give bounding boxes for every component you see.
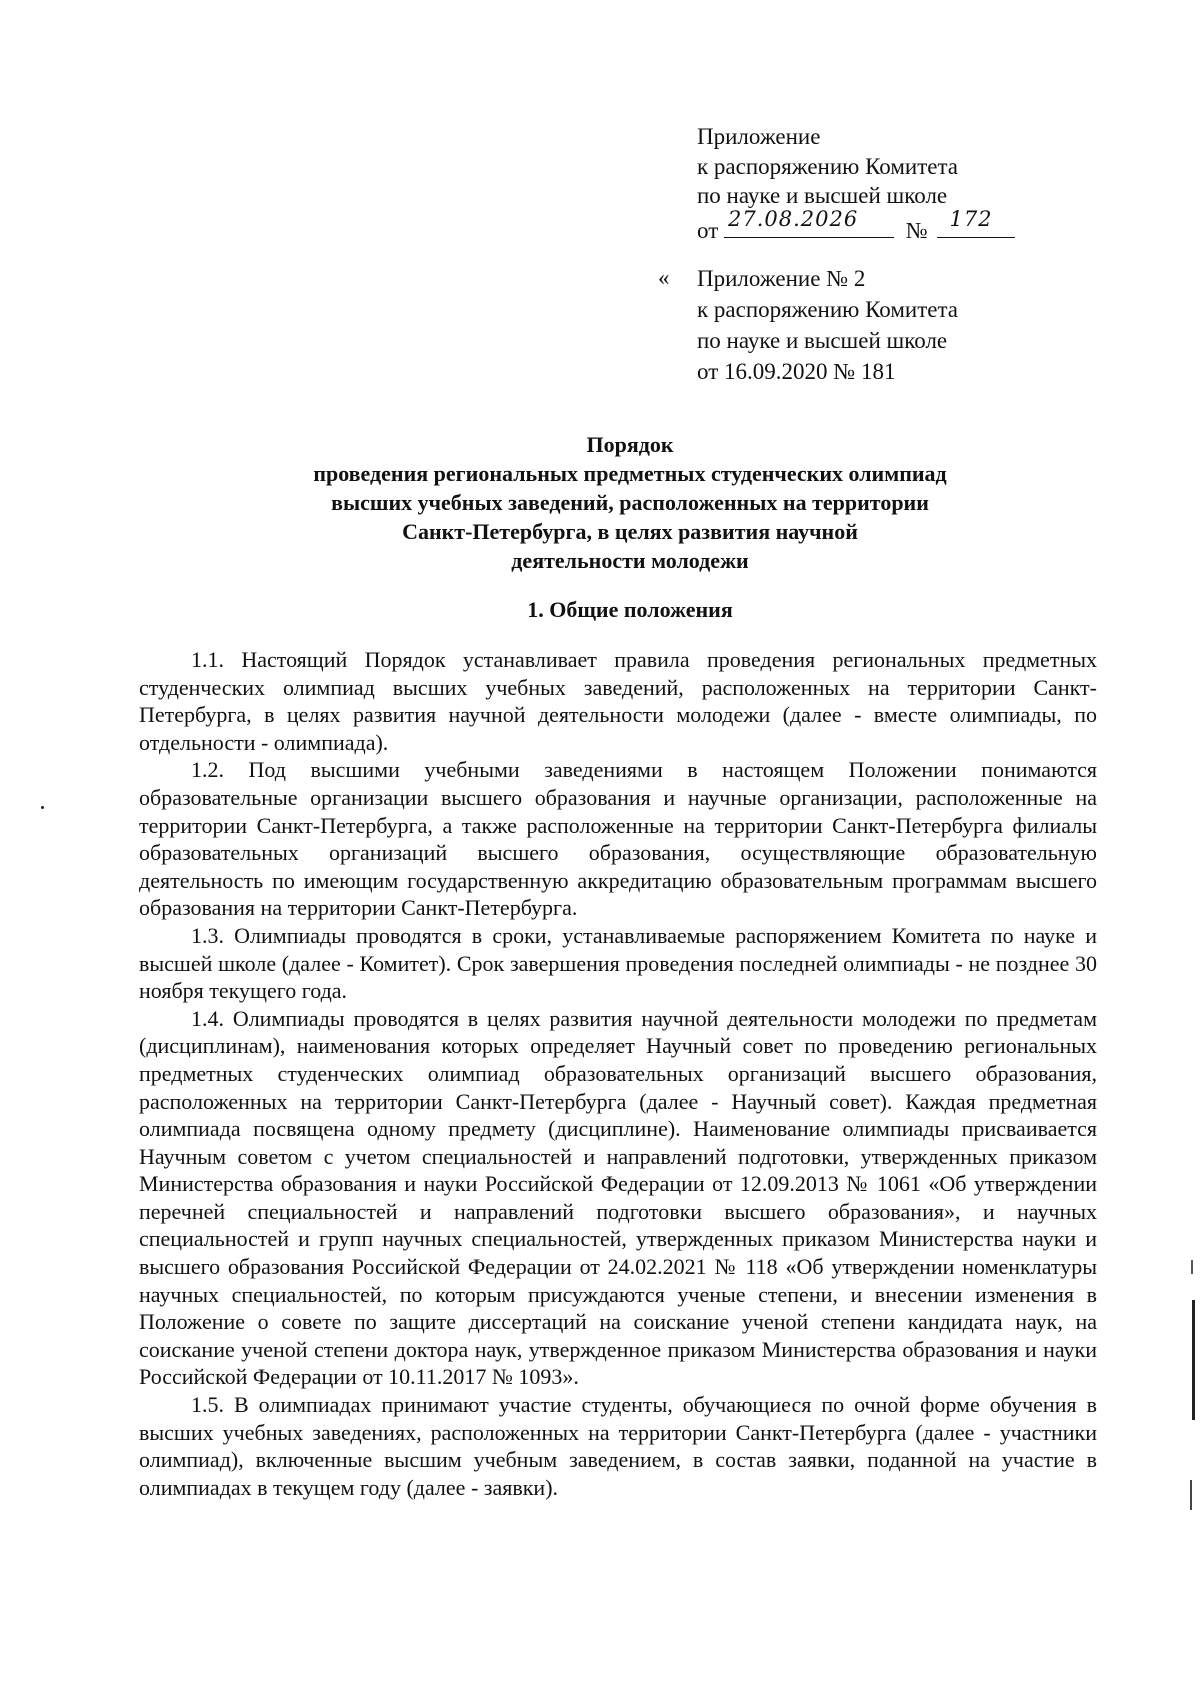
paragraph: 1.2. Под высшими учебными заведениями в настоящем Положении понимаются образовательные организации высшего образования и научные организации, расположенные на территории Санкт-Петербурга, а также расположенные на территории Санкт-Петербурга филиалы образовательных организаций высшего образования, осуществляющие образовательную деятельность по имеющим государственную аккредитацию образовательным программам высшего образования на территории Санкт-Петербурга. — [139, 757, 1097, 921]
title-line: проведения региональных предметных студенческих олимпиад — [313, 461, 947, 486]
title-line: Санкт-Петербурга, в целях развития научной — [402, 519, 858, 544]
paragraph: 1.3. Олимпиады проводятся в сроки, устанавливаемые распоряжением Комитета по науке и высшей школе (далее - Комитет). Срок завершения проведения последней олимпиады - не позднее 30 ноября текущего года. — [139, 922, 1097, 1004]
scan-edge-mark — [1190, 1480, 1192, 1510]
appendix-2-header — [697, 263, 958, 387]
header-line: от 16.09.2020 № 181 — [697, 359, 896, 384]
header-line: Приложение № 2 — [697, 266, 866, 291]
opening-quote: « — [658, 265, 670, 290]
scan-speck — [41, 806, 44, 809]
title-line: высших учебных заведений, расположенных на территории — [331, 490, 929, 515]
title-line: деятельности молодежи — [511, 548, 749, 573]
number-sign: № — [905, 217, 928, 243]
paragraph: 1.1. Настоящий Порядок устанавливает правила проведения региональных предметных студенческих олимпиад высших учебных заведений, расположенных на территории Санкт-Петербурга, в целях развития научной деятельности молодежи (далее - вместе олимпиады, по отдельности - олимпиада). — [139, 647, 1097, 755]
header-line: к распоряжению Комитета — [697, 297, 958, 322]
title-line: Порядок — [586, 432, 674, 457]
header-line: Приложение — [697, 124, 821, 149]
paragraph: 1.4. Олимпиады проводятся в целях развития научной деятельности молодежи по предметам (дисциплинам), наименования которых определяет Научный совет по проведению региональных предметных студенческих олимпиад образовательных организаций высшего образования, расположенных на территории Санкт-Петербурга (далее - Научный совет). Каждая предметная олимпиада посвящена одному предмету (дисциплине). Наименование олимпиады присваивается Научным советом с учетом специальностей и направлений подготовки, утвержденных приказом Министерства образования и науки Российской Федерации от 12.09.2013 № 1061 «Об утверждении перечней специальностей и направлений подготовки высшего образования», и научных специальностей и групп научных специальностей, утвержденных приказом Министерства науки и высшего образования Российской Федерации от 24.02.2021 № 118 «Об утверждении номенклатуры научных специальностей, по которым присуждаются ученые степени, и внесении изменения в Положение о совете по защите диссертаций на соискание ученой степени кандидата наук, на соискание ученой степени доктора наук, утвержденное приказом Министерства образования и науки Российской Федерации от 10.11.2017 № 1093». — [139, 1005, 1097, 1390]
scan-edge-mark — [1192, 1300, 1195, 1420]
date-field — [724, 207, 894, 238]
scan-edge-mark — [1191, 1260, 1193, 1274]
header-line: по науке и высшей школе — [697, 328, 948, 353]
section-heading: 1. Общие положения — [527, 597, 733, 622]
handwritten-date: 27.08.2026 — [728, 207, 859, 231]
paragraph: 1.5. В олимпиадах принимают участие студенты, обучающиеся по очной форме обучения в высших учебных заведениях, расположенных на территории Санкт-Петербурга (далее - участники олимпиад), включенные высшим учебным заведением, в состав заявки, поданной на участие в олимпиадах в текущем году (далее - заявки). — [139, 1392, 1097, 1500]
section-body — [139, 646, 1097, 1501]
appendix-header — [697, 122, 1015, 245]
header-line: к распоряжению Комитета — [697, 153, 958, 179]
header-line: по науке и высшей школе — [697, 183, 948, 208]
date-prefix: от — [697, 217, 719, 243]
handwritten-number: 172 — [949, 207, 993, 231]
number-field — [937, 207, 1015, 238]
date-number-line — [697, 207, 1015, 246]
document-title — [130, 430, 1130, 575]
